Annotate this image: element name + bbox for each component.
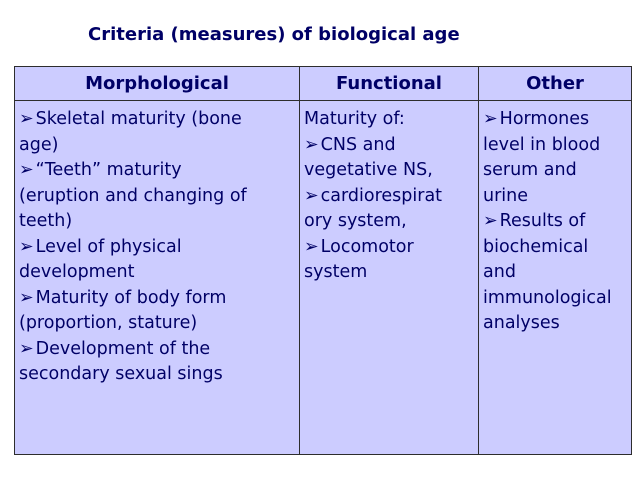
cell-line (304, 235, 474, 261)
cell-line (483, 311, 627, 337)
cell-line (483, 235, 627, 261)
cell-text: ory system, (304, 211, 407, 231)
arrow-bullet-icon: ➢ (19, 287, 34, 308)
table-row (15, 101, 632, 455)
cell-text: “Teeth” maturity (35, 160, 182, 180)
cell-morphological (15, 101, 300, 455)
arrow-bullet-icon: ➢ (304, 134, 319, 155)
cell-text: Development of the (35, 338, 211, 359)
cell-line (483, 107, 627, 133)
cell-other (479, 101, 632, 455)
cell-text: development (19, 262, 135, 282)
arrow-bullet-icon: ➢ (19, 338, 34, 359)
arrow-bullet-icon: ➢ (304, 185, 319, 206)
arrow-bullet-icon: ➢ (19, 236, 34, 257)
cell-text: serum and (483, 160, 577, 180)
cell-text: Maturity of body form (35, 287, 227, 308)
cell-text: Level of physical (35, 236, 182, 257)
cell-functional (300, 101, 479, 455)
cell-line (304, 260, 474, 286)
cell-text: immunological (483, 287, 612, 308)
cell-text: vegetative NS, (304, 160, 433, 180)
cell-line (483, 260, 627, 286)
cell-line (304, 133, 474, 159)
cell-text: secondary sexual sings (19, 364, 223, 384)
cell-text: level in blood (483, 134, 601, 155)
cell-text: urine (483, 185, 529, 206)
cell-text: cardiorespirat (320, 185, 443, 206)
cell-line (19, 235, 295, 261)
cell-line (19, 158, 295, 184)
cell-text: Skeletal maturity (bone (35, 109, 242, 129)
cell-text: Results of (499, 211, 586, 231)
cell-line (19, 209, 295, 235)
cell-text: teeth) (19, 211, 73, 231)
cell-line (19, 337, 295, 363)
slide-title: Criteria (measures) of biological age (88, 24, 460, 45)
table-header-row (15, 67, 632, 101)
cell-text: (proportion, stature) (19, 313, 198, 333)
cell-line (19, 286, 295, 312)
header-functional: Functional (300, 67, 479, 101)
cell-text: CNS and (320, 134, 396, 155)
cell-text: (eruption and changing of (19, 185, 247, 206)
header-morphological: Morphological (15, 67, 300, 101)
cell-line (483, 158, 627, 184)
criteria-table (14, 66, 632, 455)
cell-line (304, 209, 474, 235)
cell-text: Locomotor (320, 236, 414, 257)
cell-line (19, 362, 295, 388)
cell-text: analyses (483, 313, 560, 333)
cell-text: Maturity of: (304, 109, 405, 129)
cell-line (304, 184, 474, 210)
cell-text: Hormones (499, 109, 590, 129)
cell-line (19, 260, 295, 286)
cell-text: system (304, 262, 368, 282)
cell-line (19, 107, 295, 133)
cell-line (483, 286, 627, 312)
cell-line (483, 133, 627, 159)
arrow-bullet-icon: ➢ (19, 160, 34, 180)
header-other: Other (479, 67, 632, 101)
arrow-bullet-icon: ➢ (483, 109, 498, 129)
arrow-bullet-icon: ➢ (483, 211, 498, 231)
arrow-bullet-icon: ➢ (19, 109, 34, 129)
cell-line (19, 311, 295, 337)
cell-line (304, 107, 474, 133)
cell-line (19, 184, 295, 210)
cell-text: and (483, 262, 516, 282)
cell-line (483, 184, 627, 210)
cell-text: age) (19, 134, 59, 155)
cell-line (483, 209, 627, 235)
cell-line (19, 133, 295, 159)
cell-line (304, 158, 474, 184)
cell-text: biochemical (483, 236, 589, 257)
arrow-bullet-icon: ➢ (304, 236, 319, 257)
